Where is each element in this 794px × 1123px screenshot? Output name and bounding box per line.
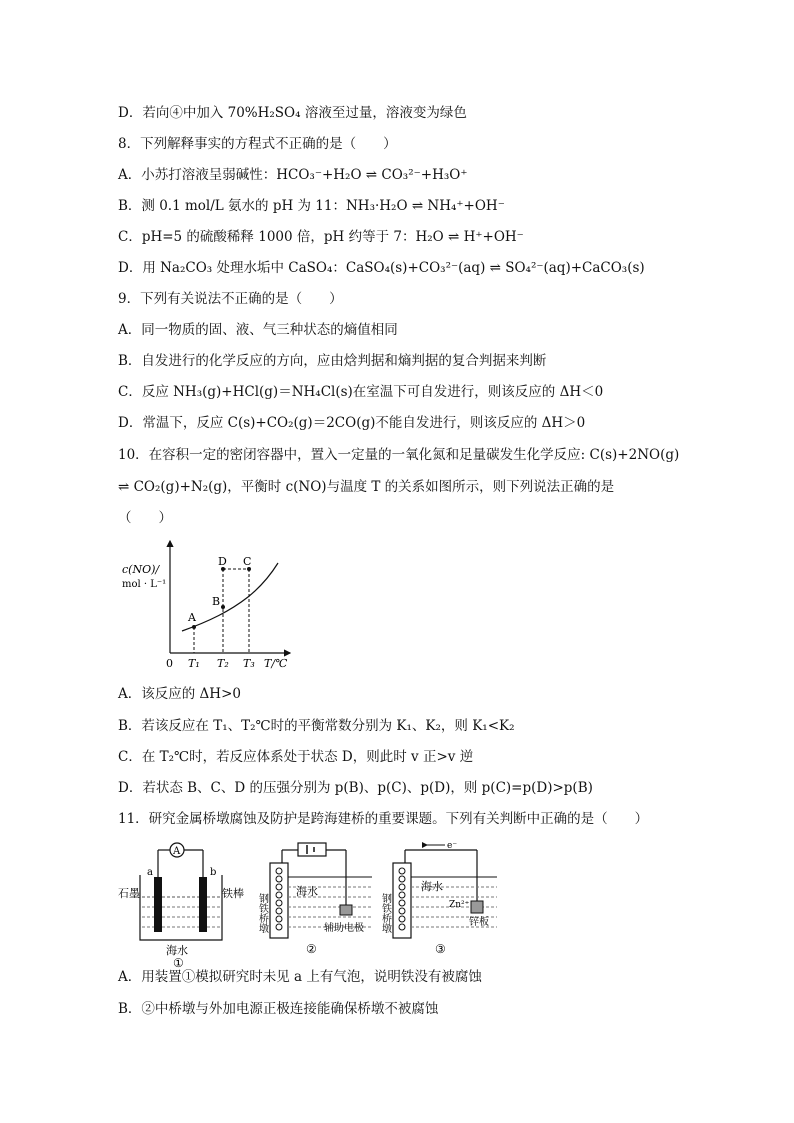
q11-figure-2 — [256, 835, 374, 960]
q11-figure-3 — [379, 835, 500, 960]
point-b-marker — [221, 605, 225, 609]
q8-option-c: C．pH=5 的硫酸稀释 1000 倍，pH 约等于 7：H₂O ⇌ H⁺+OH⁻ — [118, 229, 524, 245]
q10-graph — [118, 535, 298, 670]
y-axis-label-top: c(NO)/ — [122, 563, 160, 576]
tick-t3: T₃ — [243, 657, 255, 670]
tick-t2: T₂ — [217, 657, 229, 670]
electrode-a-label: a — [147, 867, 153, 878]
graphite-electrode — [154, 877, 162, 932]
point-a-marker — [192, 625, 196, 629]
q9-option-d: D．常温下，反应 C(s)+CO₂(g)＝2CO(g)不能自发进行，则该反应的 ΔH＞0 — [118, 415, 586, 431]
q8-stem: 8．下列解释事实的方程式不正确的是（ ） — [118, 136, 397, 152]
q8-option-b: B．测 0.1 mol/L 氨水的 pH 为 11：NH₃·H₂O ⇌ NH₄⁺+OH⁻ — [118, 198, 505, 214]
q10-option-a: A．该反应的 ΔH>0 — [118, 686, 241, 702]
q9-option-b: B．自发进行的化学反应的方向，应由焓判据和熵判据的复合判据来判断 — [118, 353, 547, 369]
q11-figure-1 — [118, 835, 250, 970]
point-d-label: D — [218, 555, 227, 568]
point-c-label: C — [243, 555, 252, 568]
q11-option-a: A．用装置①模拟研究时未见 a 上有气泡，说明铁没有被腐蚀 — [118, 969, 482, 985]
figure-2-number: ② — [306, 942, 317, 956]
q10-stem-line3: （ ） — [118, 510, 172, 526]
q10-option-b: B．若该反应在 T₁、T₂℃时的平衡常数分别为 K₁、K₂，则 K₁<K₂ — [118, 718, 515, 734]
steel-pier-label-3: 钢铁桥墩 — [379, 893, 391, 933]
power-source-icon — [298, 843, 326, 856]
q10-option-c: C．在 T₂℃时，若反应体系处于状态 D，则此时 v 正>v 逆 — [118, 749, 474, 765]
q11-option-b: B．②中桥墩与外加电源正极连接能确保桥墩不被腐蚀 — [118, 1001, 439, 1017]
point-a-label: A — [188, 611, 196, 624]
zinc-ion-label: Zn²⁺ — [449, 900, 470, 910]
q9-option-a: A．同一物质的固、液、气三种状态的熵值相同 — [118, 322, 398, 338]
electron-label: e⁻ — [447, 841, 458, 851]
auxiliary-electrode-label: 辅助电极 — [324, 923, 364, 934]
q8-option-a: A．小苏打溶液呈弱碱性：HCO₃⁻+H₂O ⇌ CO₃²⁻+H₃O⁺ — [118, 167, 468, 183]
point-b-label: B — [212, 595, 221, 608]
q9-option-c: C．反应 NH₃(g)+HCl(g)＝NH₄Cl(s)在室温下可自发进行，则该反应的 ΔH＜0 — [118, 384, 604, 400]
figure-1-number: ① — [173, 956, 184, 970]
iron-electrode — [199, 877, 207, 932]
q10-stem-line2: ⇌ CO₂(g)+N₂(g)，平衡时 c(NO)与温度 T 的关系如图所示，则下列说法正确的是 — [118, 479, 615, 495]
q8-option-d: D．用 Na₂CO₃ 处理水垢中 CaSO₄：CaSO₄(s)+CO₃²⁻(aq) ⇌ SO₄²⁻(aq)+CaCO₃(s) — [118, 260, 645, 276]
figure-3-number: ③ — [435, 942, 446, 956]
iron-rod-label: 铁棒 — [222, 887, 244, 900]
graphite-label: 石墨 — [118, 887, 140, 900]
cno-curve — [182, 563, 278, 631]
auxiliary-electrode — [340, 905, 352, 915]
x-axis-label: T/℃ — [264, 657, 288, 670]
q10-option-d: D．若状态 B、C、D 的压强分别为 p(B)、p(C)、p(D)，则 p(C)=p(D)>p(B) — [118, 780, 593, 796]
steel-pier-label-2: 钢铁桥墩 — [256, 893, 268, 933]
zinc-plate-label: 锌板 — [469, 917, 489, 928]
q9-stem: 9．下列有关说法不正确的是（ ） — [118, 291, 343, 307]
tick-t1: T₁ — [188, 657, 200, 670]
seawater-label-2: 海水 — [296, 885, 318, 898]
seawater-label-1: 海水 — [166, 944, 188, 957]
zinc-plate — [471, 901, 483, 913]
origin-label: 0 — [166, 657, 173, 670]
q7-option-d: D．若向④中加入 70%H₂SO₄ 溶液至过量，溶液变为绿色 — [118, 105, 467, 121]
ammeter-label: A — [173, 846, 181, 857]
electrode-b-label: b — [210, 867, 217, 878]
y-axis-label-unit: mol · L⁻¹ — [122, 579, 167, 590]
q10-stem-line1: 10．在容积一定的密闭容器中，置入一定量的一氧化氮和足量碳发生化学反应: C(s)+2NO(g) — [118, 447, 680, 463]
seawater-label-3: 海水 — [421, 880, 443, 893]
q11-stem: 11．研究金属桥墩腐蚀及防护是跨海建桥的重要课题。下列有关判断中正确的是（ ） — [118, 811, 649, 827]
